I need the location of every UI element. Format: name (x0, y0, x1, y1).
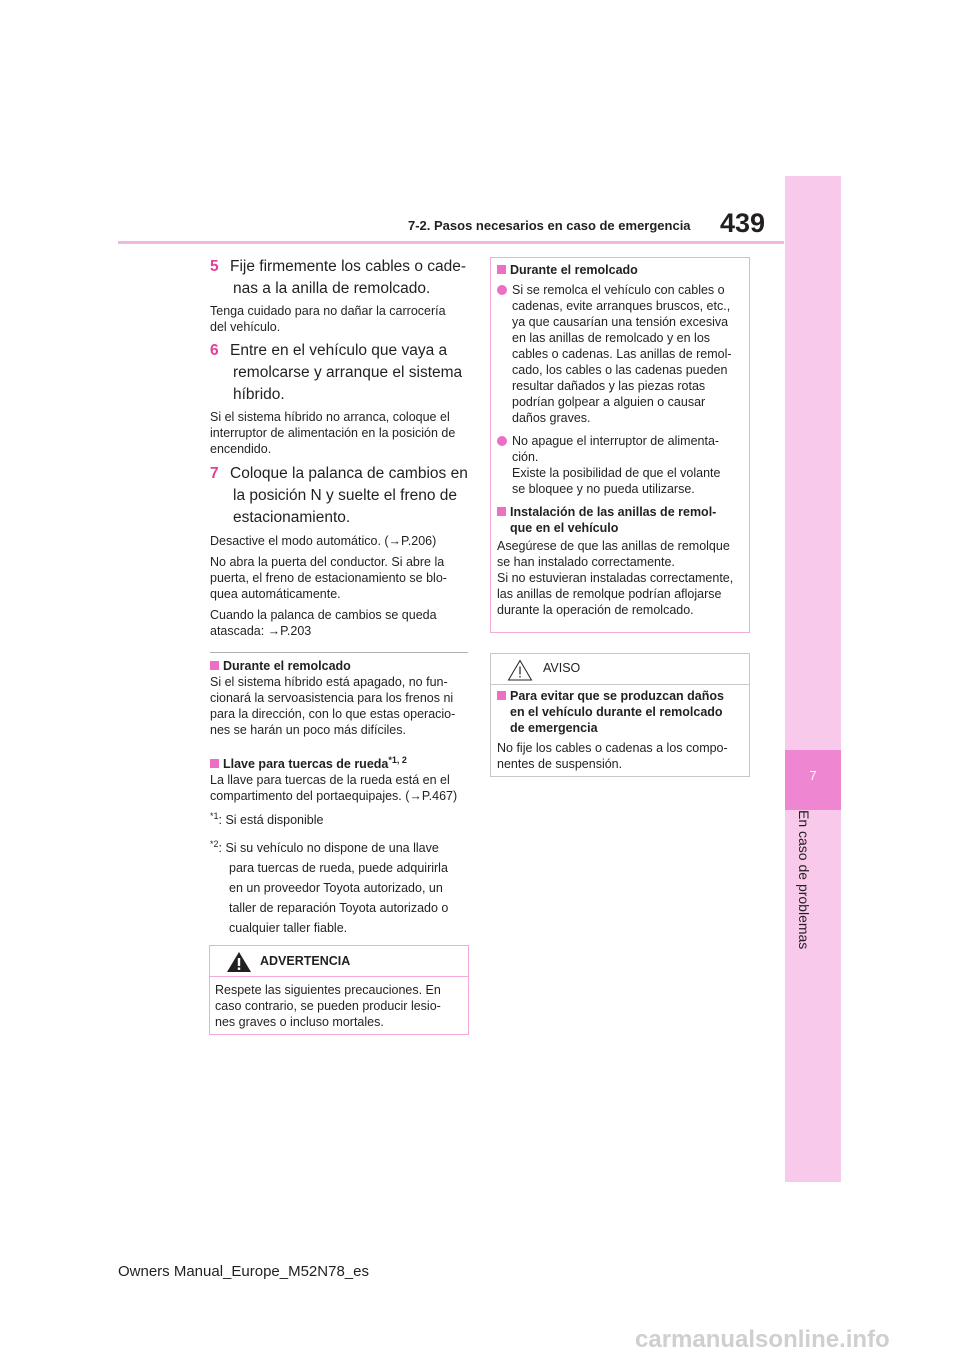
square-bullet-icon (210, 759, 219, 768)
step-number: 5 (210, 258, 219, 275)
round-bullet-icon (497, 285, 507, 295)
page-number: 439 (720, 208, 766, 238)
side-tab (785, 176, 841, 1182)
bullet-item: No apague el interruptor de alimenta- ción. Existe la posibilidad de que el volante se bloquee y no pueda utilizarse. (497, 433, 743, 497)
warning-box (209, 945, 469, 1035)
side-tab-number: 7 (809, 768, 817, 783)
footnotes: $^{*1}$: Si está disponible $^{*2}$: Si su vehículo no dispone de una llave para tuercas de rueda, puede adquirirla en un proveedor Toyota autorizado, un taller de reparación Toyota autorizado o cualquier taller fiable. (210, 811, 449, 935)
step-7: 7 Coloque la palanca de cambios en la posición N y suelte el freno de estacionamiento. (210, 465, 468, 526)
step-5-note: Tenga cuidado para no dañar la carrocería del vehículo. (210, 304, 446, 334)
warning-triangle-icon (226, 951, 252, 973)
side-tab-label: En caso de problemas (796, 810, 812, 950)
notice-header (491, 654, 749, 685)
square-bullet-icon (497, 691, 506, 700)
warning-text: Respete las siguientes precauciones. En caso contrario, se pueden producir lesio- nes graves o incluso mortales. (215, 983, 441, 1029)
bullet-item: Si se remolca el vehículo con cables o cadenas, evite arranques bruscos, etc., ya que causarían una tensión excesiva en las anillas de remolcado y en los cables o cadenas. Las anillas de remol- cado, los cables o las cadenas pueden resultar dañados y las piezas rotas podrían golpear a alguien o causar daños graves. (497, 282, 743, 426)
step-6-note: Si el sistema híbrido no arranca, coloque el interruptor de alimentación en la posición de encendido. (210, 410, 456, 456)
notice-box: AVISO Para evitar que se produzcan daños en el vehículo durante el remolcado de emergencia No fije los cables o cadenas a los compo- nentes de suspensión. (490, 653, 750, 777)
step-7-notes: Desactive el modo automático. (→P.206) No abra la puerta del conductor. Si abre la puerta, el freno de estacionamiento se blo- quea automáticamente. Cuando la palanca de cambios se queda atascada: →P.203 (210, 534, 447, 638)
step-5: 5 Fije firmemente los cables o cade- nas a la anilla de remolcado. (210, 258, 467, 297)
watermark: carmanualsonline.info (635, 1326, 890, 1353)
warning-header (210, 946, 468, 977)
step-number: 7 (210, 465, 219, 482)
footer-text: Owners Manual_Europe_M52N78_es (118, 1263, 369, 1280)
header-rule (118, 241, 784, 244)
round-bullet-icon (497, 436, 507, 446)
divider (210, 652, 468, 653)
warning-title: ADVERTENCIA (260, 954, 351, 968)
square-bullet-icon (497, 265, 506, 274)
towing-info-box: Durante el remolcado Si se remolca el vehículo con cables o cadenas, evite arranques bruscos, etc., ya que causarían una tensión excesiva en las anillas de remolcado y en los cables o cadenas. Las anillas de remol- cado, los cables o las cadenas pueden resultar dañados y las piezas rotas podrían golpear a alguien o causar daños graves. No apague el interruptor de alimenta- ción. Existe la posibilidad de que el volante se bloquee y no pueda utilizarse. Instalación de las anillas de remol- que en el vehículo Asegúrese de que las anillas de remolque se han instalado correctamente. Si no estuvieran instaladas correctamente, las anillas de remolque podrían aflojarse durante la operación de remolcado. (490, 257, 750, 633)
caution-triangle-icon (507, 659, 533, 681)
step-6: 6 Entre en el vehículo que vaya a remolcarse y arranque el sistema híbrido. (210, 342, 463, 403)
square-bullet-icon (497, 507, 506, 516)
notice-title: AVISO (543, 661, 581, 675)
wrench-section: Llave para tuercas de rueda$^{*1, 2}$ La llave para tuercas de la rueda está en el compartimento del portaequipajes. (→P.467) (210, 755, 458, 803)
square-bullet-icon (210, 661, 219, 670)
section-title: 7-2. Pasos necesarios en caso de emergencia (408, 218, 691, 233)
step-number: 6 (210, 342, 219, 359)
towing-section: Durante el remolcado Si el sistema híbrido está apagado, no fun- cionará la servoasistencia para los frenos ni para la dirección, con lo que estas operacio- nes se harán un poco más difíciles. (210, 659, 456, 737)
